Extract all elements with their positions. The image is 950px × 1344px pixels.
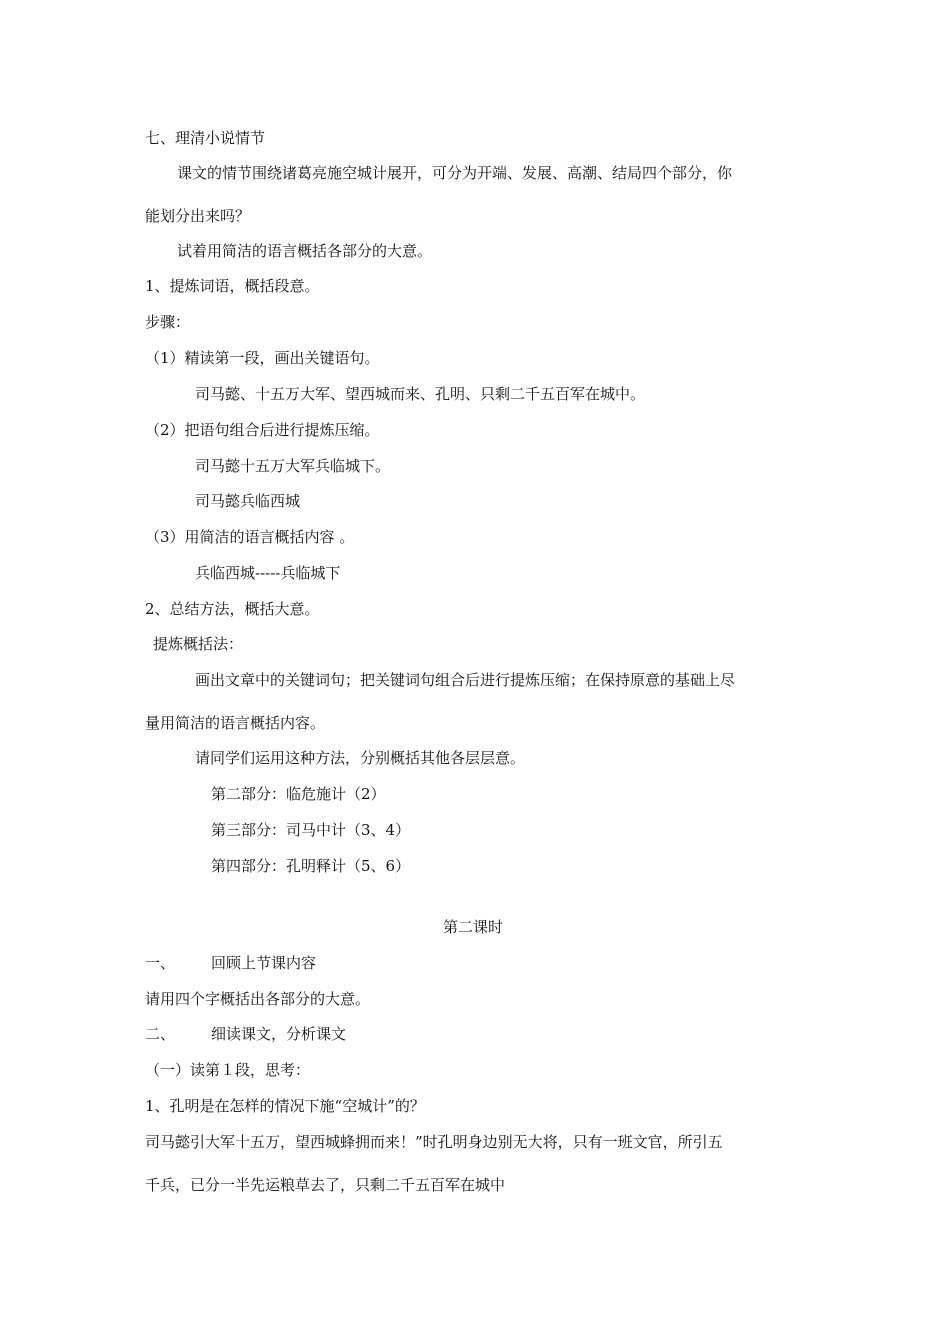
part-summary: 第三部分：司马中计（3、4） <box>211 821 411 839</box>
list-heading: 2、总结方法，概括大意。 <box>145 600 320 618</box>
step-item: （2）把语句组合后进行提炼压缩。 <box>145 421 380 439</box>
paragraph-line: 试着用简洁的语言概括各部分的大意。 <box>177 242 433 260</box>
section-heading-plot: 七、理清小说情节 <box>145 129 266 147</box>
lesson-title: 第二课时 <box>443 918 504 936</box>
step-detail: 司马懿兵临西城 <box>195 492 301 510</box>
paragraph-line: 请同学们运用这种方法，分别概括其他各层层意。 <box>195 749 526 767</box>
question: 1、孔明是在怎样的情况下施“空城计”的？ <box>145 1097 425 1115</box>
step-item: （3）用简洁的语言概括内容 。 <box>145 528 355 546</box>
part-summary: 第四部分：孔明释计（5、6） <box>211 857 411 875</box>
sub-heading: （一）读第１段，思考： <box>145 1061 311 1079</box>
section-number: 一、 <box>145 954 176 972</box>
step-detail: 司马懿、十五万大军、望西城而来、孔明、只剩二千五百军在城中。 <box>195 385 646 403</box>
paragraph-line: 课文的情节围绕诸葛亮施空城计展开，可分为开端、发展、高潮、结局四个部分，你 <box>177 164 733 182</box>
paragraph-line: 步骤： <box>145 313 191 331</box>
paragraph-line: 量用简洁的语言概括内容。 <box>145 714 326 732</box>
step-detail: 兵临西城-----兵临城下 <box>195 564 341 582</box>
paragraph-line: 司马懿引大军十五万，望西城蜂拥而来！”时孔明身边别无大将，只有一班文官，所引五 <box>145 1133 723 1151</box>
paragraph-line: 画出文章中的关键词句；把关键词句组合后进行提炼压缩；在保持原意的基础上尽 <box>195 671 736 689</box>
paragraph-line: 千兵，已分一半先运粮草去了，只剩二千五百军在城中 <box>145 1176 506 1194</box>
method-title: 提炼概括法： <box>153 635 244 653</box>
step-item: （1）精读第一段，画出关键语句。 <box>145 349 380 367</box>
step-detail: 司马懿十五万大军兵临城下。 <box>195 457 391 475</box>
part-summary: 第二部分：临危施计（2） <box>211 785 386 803</box>
section-heading: 细读课文，分析课文 <box>211 1025 347 1043</box>
section-heading: 回顾上节课内容 <box>211 954 317 972</box>
section-number: 二、 <box>145 1025 176 1043</box>
paragraph-line: 请用四个字概括出各部分的大意。 <box>145 990 371 1008</box>
paragraph-line: 能划分出来吗？ <box>145 207 251 225</box>
list-heading: 1、提炼词语，概括段意。 <box>145 277 320 295</box>
